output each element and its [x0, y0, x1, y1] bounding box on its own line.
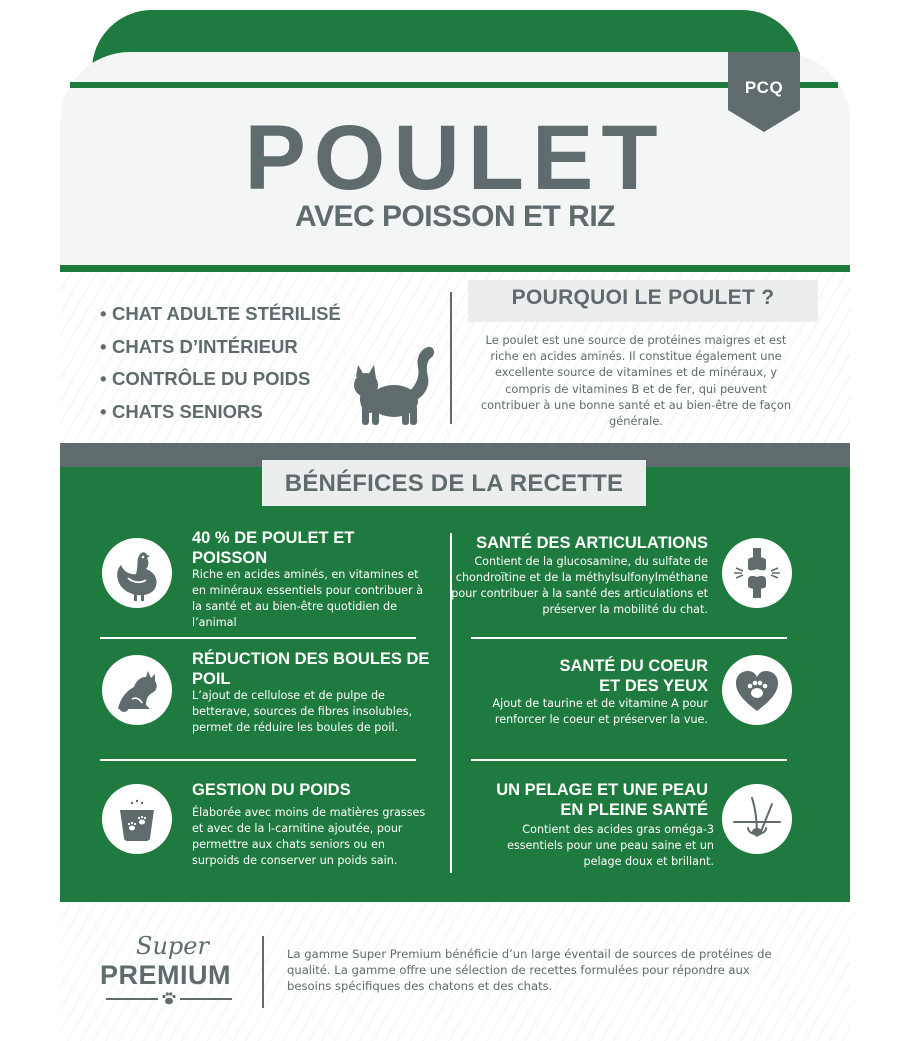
- logo-super: Super: [136, 932, 209, 960]
- benefit-text: Contient de la glucosamine, du sulfate de chondroïtine et de la méthylsulfonylméthane pour contribuer à la santé des articulations et préserver la mobilité du chat.: [451, 555, 708, 616]
- benefit-icon-circle: [722, 538, 792, 608]
- benefit-text: Élaborée avec moins de matières grasses et avec de la l-carnitine ajoutée, pour permettre aux chats seniors ou en surpoids de conserver un poids sain.: [192, 806, 426, 867]
- benefit-divider: [100, 759, 416, 761]
- logo-rule-right: [180, 998, 232, 1000]
- footer-divider: [262, 936, 264, 1008]
- heart-paw-icon: [722, 655, 792, 725]
- cat-silhouette-icon: [346, 335, 438, 427]
- pcq-label: PCQ: [744, 78, 784, 97]
- header-top-rule: [70, 82, 838, 88]
- benefit-title: UN PELAGE ET UNE PEAU EN PLEINE SANTÉ: [496, 781, 708, 819]
- benefit-title: 40 % DE POULET ET POISSON: [192, 529, 355, 567]
- benefit-text: Contient des acides gras oméga-3 essentiels pour une peau saine et un pelage doux et brillant.: [506, 823, 714, 868]
- benefit-icon-circle: [102, 784, 172, 854]
- benefit-text: Riche en acides aminés, en vitamines et en minéraux essentiels pour contribuer à la santé et au bien-être quotidien de l’animal: [192, 568, 424, 629]
- hair-follicle-icon: [722, 784, 792, 854]
- why-text: Le poulet est une source de protéines maigres et est riche en acides aminés. Il constitue également une excellente source de vitamines et de minéraux, y compris de vitamines B et de fer, qui peuvent contribuer à une bonne santé et au bien-être de façon générale.: [480, 333, 792, 429]
- target-item: • CHATS SENIORS: [100, 400, 263, 422]
- benefit-icon-circle: [102, 655, 172, 725]
- benefit-icon-circle: [722, 655, 792, 725]
- product-title: POULET: [244, 107, 666, 209]
- footer-text: La gamme Super Premium bénéficie d’un large éventail de sources de protéines de qualité. La gamme offre une sélection de recettes formulées pour répondre aux besoins spécifiques des chatons et des chats.: [287, 947, 772, 994]
- benefit-divider: [471, 759, 787, 761]
- product-subtitle: AVEC POISSON ET RIZ: [295, 200, 615, 233]
- hairball-cat-icon: [102, 655, 172, 725]
- benefit-title: SANTÉ DU COEUR ET DES YEUX: [559, 657, 708, 695]
- target-item: • CHATS D’INTÉRIEUR: [100, 335, 298, 357]
- chicken-icon: [102, 538, 172, 608]
- target-item: • CONTRÔLE DU POIDS: [100, 368, 311, 389]
- paw-icon: [160, 989, 178, 1007]
- why-title: POURQUOI LE POULET ?: [511, 286, 775, 309]
- joint-icon: [722, 538, 792, 608]
- benefit-title: GESTION DU POIDS: [192, 781, 351, 799]
- benefit-icon-circle: [102, 538, 172, 608]
- benefit-text: L’ajout de cellulose et de pulpe de betterave, sources de fibres insolubles, permet de réduire les boules de poil.: [192, 689, 413, 734]
- benefit-icon-circle: [722, 784, 792, 854]
- target-item: • CHAT ADULTE STÉRILISÉ: [100, 303, 341, 324]
- benefit-title: SANTÉ DES ARTICULATIONS: [476, 534, 708, 552]
- header-bottom-rule: [60, 265, 850, 272]
- intro-divider: [450, 292, 452, 424]
- logo-premium: PREMIUM: [100, 960, 231, 990]
- benefit-divider: [471, 637, 787, 639]
- logo-rule-left: [106, 998, 158, 1000]
- food-bowl-icon: [102, 784, 172, 854]
- benefit-divider: [100, 637, 416, 639]
- target-list: [100, 298, 341, 428]
- benefit-text: Ajout de taurine et de vitamine A pour renforcer le coeur et préserver la vue.: [492, 697, 708, 726]
- benefit-title: RÉDUCTION DES BOULES DE POIL: [192, 650, 430, 688]
- benefits-title: BÉNÉFICES DE LA RECETTE: [284, 470, 624, 497]
